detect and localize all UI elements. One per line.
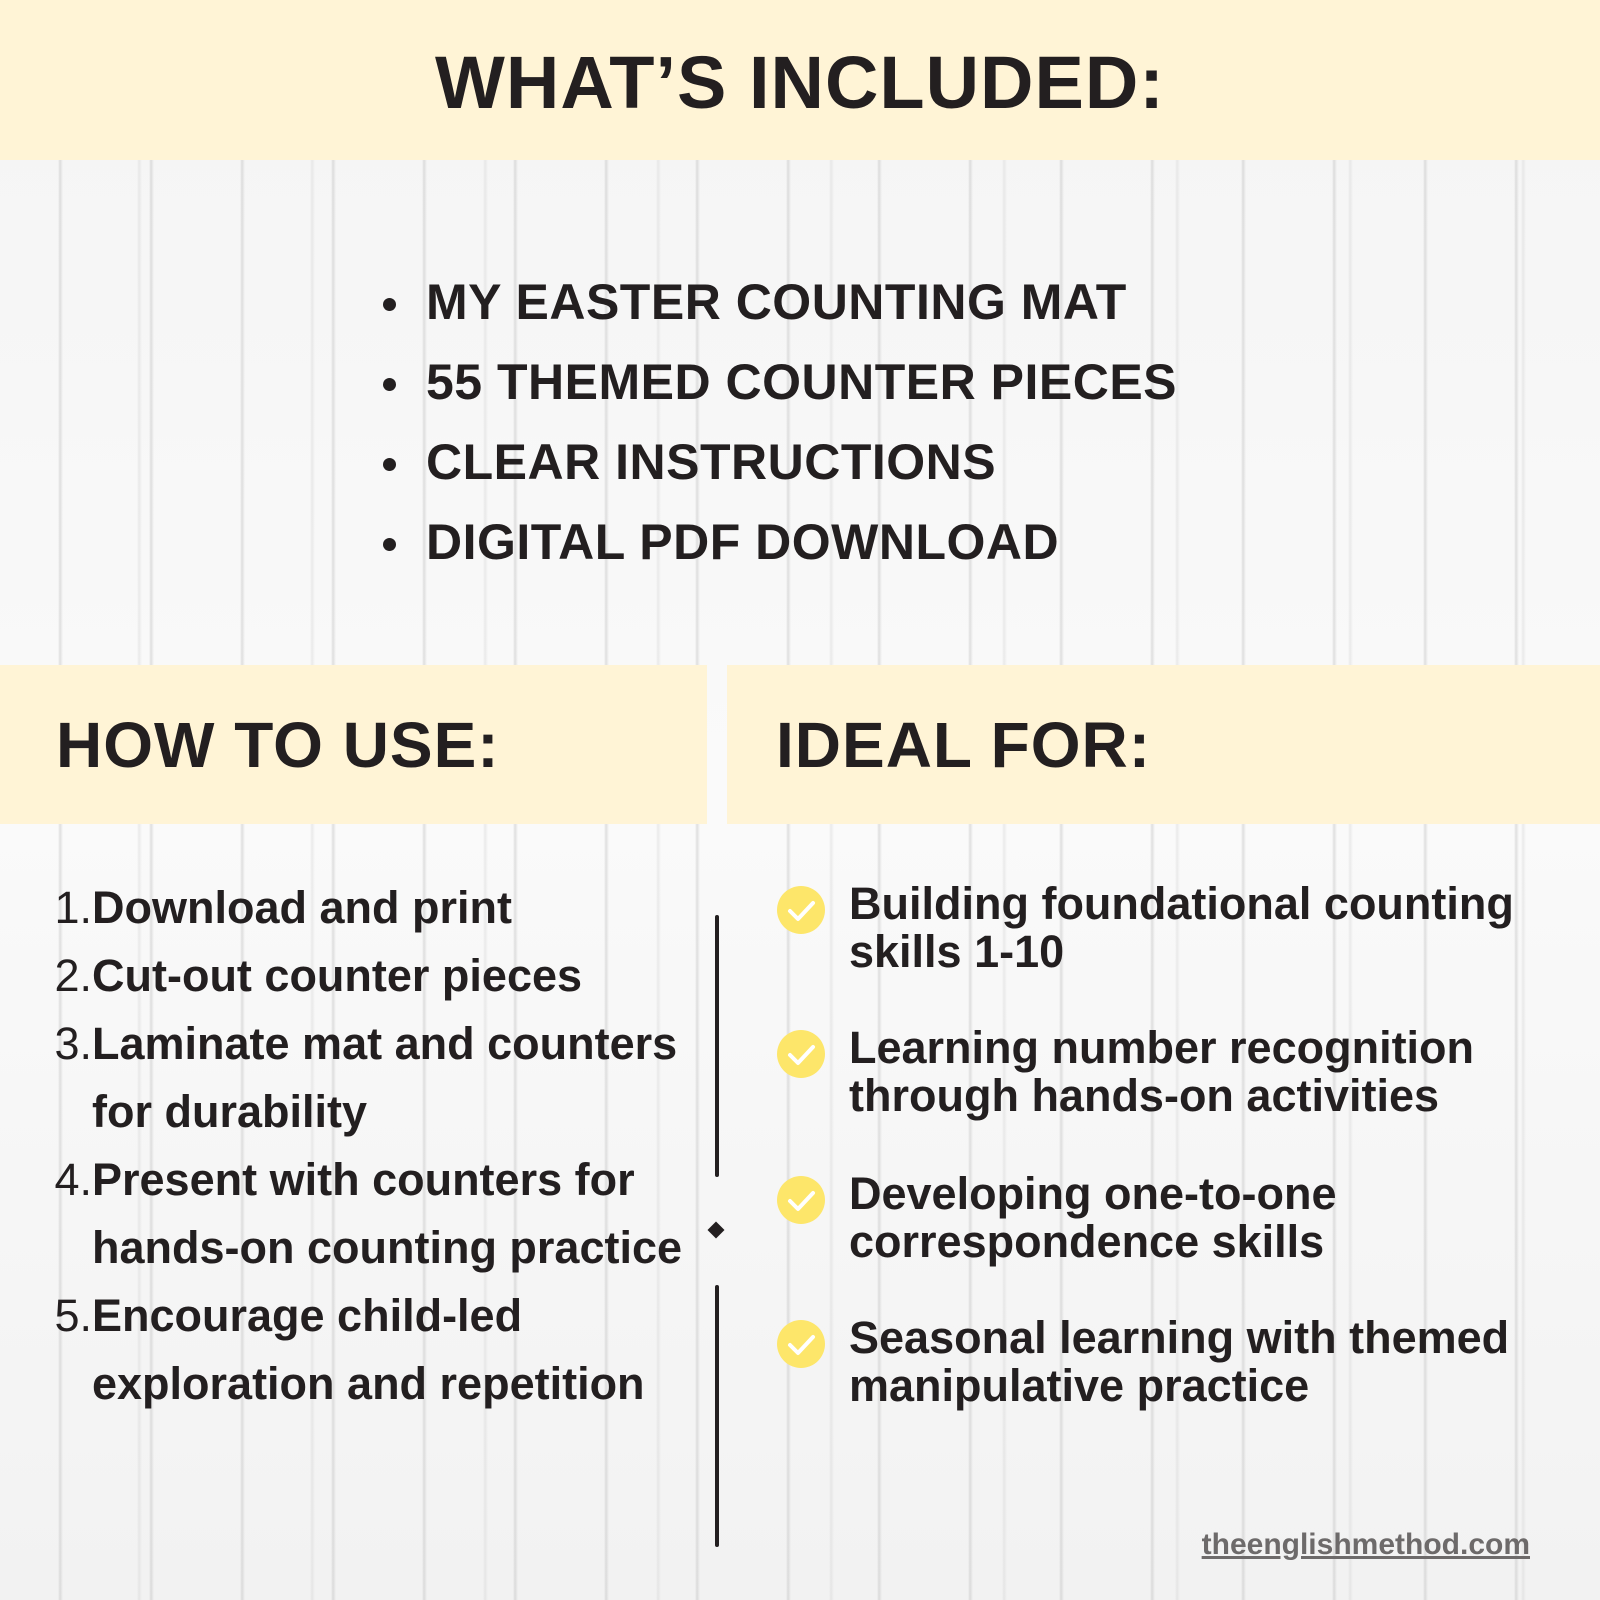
step-number: 4. xyxy=(54,1154,92,1205)
step-item xyxy=(40,1146,690,1282)
how-to-use-heading: HOW TO USE: xyxy=(56,709,500,781)
step-text: Cut-out counter pieces xyxy=(92,950,583,1001)
divider-diamond-icon xyxy=(708,1222,725,1239)
check-badge-icon xyxy=(775,1318,827,1370)
step-text: Present with counters for hands-on counting practice xyxy=(92,1154,683,1273)
bullet-icon xyxy=(383,538,396,551)
list-item: Learning number recognition through hands-on activities xyxy=(775,1024,1555,1120)
step-number: 1. xyxy=(54,882,92,933)
step-item xyxy=(40,1010,690,1146)
step-text: Download and print xyxy=(92,882,512,933)
whats-included-heading: WHAT’S INCLUDED: xyxy=(435,41,1165,124)
how-to-use-steps xyxy=(40,874,690,1418)
list-item: Seasonal learning with themed manipulative practice xyxy=(775,1314,1555,1410)
check-badge-icon xyxy=(775,1174,827,1226)
column-divider xyxy=(715,1285,719,1547)
column-divider xyxy=(715,915,719,1177)
list-item: MY EASTER COUNTING MAT xyxy=(380,262,1177,342)
ideal-for-heading: IDEAL FOR: xyxy=(776,709,1152,781)
list-item: CLEAR INSTRUCTIONS xyxy=(380,422,1177,502)
step-number: 3. xyxy=(54,1018,92,1069)
bullet-icon xyxy=(383,378,396,391)
step-number: 2. xyxy=(54,950,92,1001)
step-number: 5. xyxy=(54,1290,92,1341)
check-badge-icon xyxy=(775,1028,827,1080)
list-item: Building foundational counting skills 1-10 xyxy=(775,880,1555,976)
list-item: Developing one-to-one correspondence skills xyxy=(775,1170,1555,1266)
list-item: 55 THEMED COUNTER PIECES xyxy=(380,342,1177,422)
included-list xyxy=(380,262,1177,582)
step-item xyxy=(40,942,690,1010)
step-text: Encourage child-led exploration and repetition xyxy=(92,1290,645,1409)
website-link[interactable]: theenglishmethod.com xyxy=(1201,1528,1530,1561)
bullet-icon xyxy=(383,458,396,471)
list-item: DIGITAL PDF DOWNLOAD xyxy=(380,502,1177,582)
step-text: Laminate mat and counters for durability xyxy=(92,1018,678,1137)
step-item xyxy=(40,1282,690,1418)
check-badge-icon xyxy=(775,884,827,936)
step-item xyxy=(40,874,690,942)
bullet-icon xyxy=(383,298,396,311)
ideal-for-list xyxy=(775,880,1555,1458)
